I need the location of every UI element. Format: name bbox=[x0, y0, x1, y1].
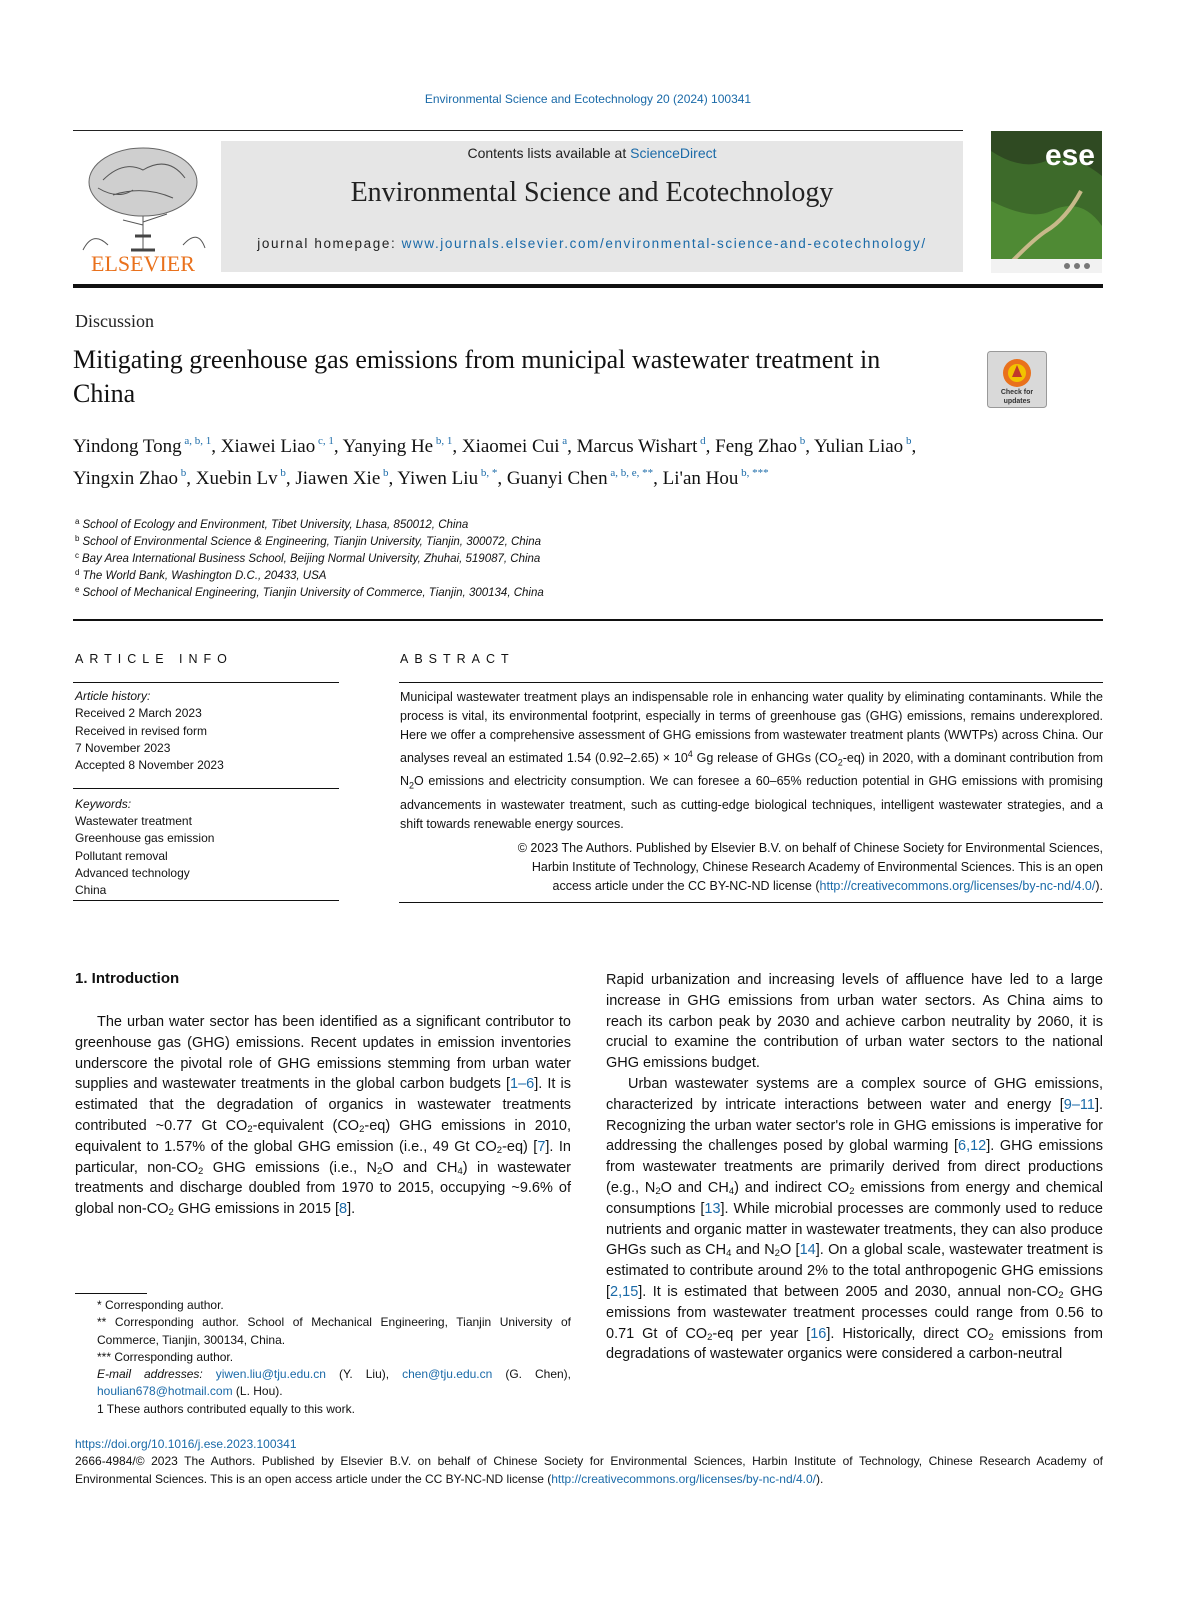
affiliation-item: $^e$ School of Mechanical Engineering, Tianjin University of Commerce, Tianjin, 300134, China bbox=[75, 585, 544, 599]
keywords-label: Keywords: bbox=[75, 797, 132, 811]
author-name[interactable]: Jiawen Xie bbox=[295, 468, 381, 489]
email-link-hou[interactable]: houlian678@hotmail.com bbox=[97, 1384, 233, 1399]
author-affiliation-marker[interactable]: b bbox=[796, 435, 806, 447]
svg-text:updates: updates bbox=[1003, 398, 1031, 405]
author-affiliation-marker[interactable]: b, * bbox=[478, 467, 498, 479]
author-affiliation-marker[interactable]: b, 1 bbox=[433, 435, 453, 447]
elsevier-logo bbox=[73, 140, 213, 276]
author-affiliation-marker[interactable]: d bbox=[697, 435, 706, 447]
citation-link[interactable]: 14 bbox=[799, 1242, 816, 1259]
footnote-equal-contribution: 1 These authors contributed equally to this work. bbox=[97, 1401, 355, 1416]
header-top-rule bbox=[73, 130, 963, 131]
abstract-copyright: © 2023 The Authors. Published by Elsevier B.V. on behalf of Chinese Society for Environmental Sciences, Harbin Institute of Technology, Chinese Research Academy of Environmental Sciences. This is an open access article under the CC BY-NC-ND license (http://creativecommons.org/licenses/by-nc-nd/4.0/). bbox=[517, 841, 1103, 893]
keyword-item: Greenhouse gas emission bbox=[75, 831, 215, 846]
footnote-emails: E-mail addresses: yiwen.liu@tju.edu.cn (Y. Liu), chen@tju.edu.cn (G. Chen), houlian678@hotmail.com (L. Hou). bbox=[97, 1367, 571, 1399]
footnote-rule bbox=[75, 1293, 147, 1294]
keyword-item: Wastewater treatment bbox=[75, 814, 192, 829]
citation-link[interactable]: 13 bbox=[704, 1200, 721, 1217]
abstract-text: Municipal wastewater treatment plays an indispensable role in enhancing water quality by eliminating contaminants. While the process is vital, its environmental footprint, especially in terms of greenhouse gas (GHG) emissions, remains underexplored. Here we offer a comprehensive assessment of GHG emissions from wastewater treatment plants (WWTPs) across China. Our analyses reveal an estimated 1.54 $(0.92-2.65) \times 10^4$ Gg release of GHGs $(CO_2-eq)$ in 2020, with a dominant contribution from $N_2O$ emissions and electricity consumption. We can foresee a 60–65% reduction potential in GHG emissions with promising advancements in wastewater treatment, such as cutting-edge biological techniques, intelligent wastewater strategies, and a shift towards renewable energy sources. bbox=[400, 690, 1103, 831]
citation-link[interactable]: 6,12 bbox=[958, 1138, 987, 1155]
article-history bbox=[75, 688, 341, 774]
author-name[interactable]: Yiwen Liu bbox=[397, 468, 479, 489]
keyword-item: Pollutant removal bbox=[75, 848, 168, 863]
svg-text:Check for: Check for bbox=[1000, 389, 1034, 396]
author-affiliation-marker[interactable]: c, 1 bbox=[315, 435, 334, 447]
author-name[interactable]: Li'an Hou bbox=[662, 468, 739, 489]
body-column-right: Rapid urbanization and increasing levels of affluence have led to a large increase in GHG emissions from urban water sectors. As China aims to reach its carbon peak by 2030 and achieve carbon neutrality by 2060, it is crucial to examine the contribution of urban water sectors to the national GHG emissions budget. Urban wastewater systems are a complex source of GHG emissions, characterized by intricate interactions between water and energy [9–11]. Recognizing the urban water sector's role in GHG emissions is imperative for addressing the challenges posed by global warming [6,12]. GHG emissions from wastewater treatments are primarily derived from direct productions (e.g., $N_2O$ and $CH_4$) and indirect $CO_2$ emissions from energy and chemical consumptions [13]. While microbial processes are commonly used to reduce nutrients and organic matter in wastewater treatments, they can also produce GHGs such as $CH_4$ and $N_2O$ [14]. On a global scale, wastewater treatment is estimated to contribute around 2% to the total anthropogenic GHG emissions [2,15]. It is estimated that between 2005 and 2030, annual non-$CO_2$ GHG emissions from wastewater treatment processes could range from 0.56 to 0.71 Gt of $CO_2-eq$ per year [16]. Historically, direct $CO_2$ emissions from degradations of wastewater organics were considered a carbon-neutral bbox=[606, 972, 1103, 1363]
author-name[interactable]: Xiawei Liao bbox=[220, 436, 316, 457]
article-info-rule bbox=[73, 900, 339, 901]
footnotes bbox=[75, 1297, 571, 1418]
keyword-item: Advanced technology bbox=[75, 865, 190, 880]
journal-homepage-line bbox=[221, 234, 963, 253]
abstract-heading: ABSTRACT bbox=[400, 652, 515, 666]
author-affiliation-marker[interactable]: a, b, 1 bbox=[181, 435, 212, 447]
crossmark-icon bbox=[987, 351, 1047, 408]
citation-link[interactable]: 8 bbox=[339, 1201, 348, 1218]
footnote-corresponding-3: *** Corresponding author. bbox=[97, 1349, 234, 1364]
journal-reference[interactable]: Environmental Science and Ecotechnology 20 (2024) 100341 bbox=[424, 92, 752, 106]
author-affiliation-marker[interactable]: b bbox=[380, 467, 389, 479]
article-info-rule bbox=[73, 788, 339, 789]
cover-logo-text: ese bbox=[1044, 139, 1095, 172]
check-for-updates-badge[interactable] bbox=[987, 351, 1047, 408]
email-link-chen[interactable]: chen@tju.edu.cn bbox=[402, 1367, 493, 1382]
citation-link[interactable]: 16 bbox=[810, 1325, 827, 1342]
email-link-liu[interactable]: yiwen.liu@tju.edu.cn bbox=[215, 1367, 326, 1382]
author-name[interactable]: Xuebin Lv bbox=[195, 468, 278, 489]
history-accepted: Accepted 8 November 2023 bbox=[75, 758, 224, 773]
author-name[interactable]: Xiaomei Cui bbox=[461, 436, 560, 457]
affiliation-list bbox=[75, 517, 975, 602]
license-link[interactable]: http://creativecommons.org/licenses/by-nc-nd/4.0/ bbox=[819, 878, 1096, 893]
author-list: Yindong Tong $^{a, b, 1}$, Xiawei Liao $^{c, 1}$, Yanying He $^{b, 1}$, Xiaomei Cui $^a$, Marcus Wishart $^d$, Feng Zhao $^b$, Yulian Liao $^b$, Yingxin Zhao $^b$, Xuebin Lv $^b$, Jiawen Xie $^b$, Yiwen Liu $^{b, *}$, Guanyi Chen $^{a, b, e, **}$, Li'an Hou $^{b, ***}$ bbox=[73, 435, 917, 489]
history-revised: Received in revised form bbox=[75, 723, 208, 738]
article-info-heading: ARTICLE INFO bbox=[75, 652, 233, 666]
contents-prefix: Contents lists available at bbox=[467, 145, 631, 161]
history-revised-date: 7 November 2023 bbox=[75, 740, 171, 755]
homepage-prefix: journal homepage: bbox=[257, 236, 402, 251]
author-name[interactable]: Yulian Liao bbox=[814, 436, 904, 457]
elsevier-wordmark: ELSEVIER bbox=[91, 251, 195, 276]
author-name[interactable]: Yingxin Zhao bbox=[73, 468, 179, 489]
header-thick-rule bbox=[73, 284, 1103, 288]
author-affiliation-marker[interactable]: b bbox=[178, 467, 187, 479]
history-received: Received 2 March 2023 bbox=[75, 706, 202, 721]
doi-link[interactable]: https://doi.org/10.1016/j.ese.2023.100341 bbox=[75, 1437, 297, 1451]
bottom-license-text: 2666-4984/© 2023 The Authors. Published by Elsevier B.V. on behalf of Chinese Society for Environmental Sciences, Harbin Institute of Technology, Chinese Research Academy of Environmental Sciences. This is an open access article under the CC BY-NC-ND license (http://creativecommons.org/licenses/by-nc-nd/4.0/). bbox=[75, 1454, 1103, 1486]
affiliation-item: $^a$ School of Ecology and Environment, Tibet University, Lhasa, 850012, China bbox=[75, 517, 469, 531]
journal-masthead bbox=[221, 141, 963, 272]
footnote-corresponding-1: * Corresponding author. bbox=[97, 1298, 224, 1312]
author-affiliation-marker[interactable]: b bbox=[903, 435, 912, 447]
citation-link[interactable]: 9–11 bbox=[1063, 1096, 1095, 1113]
affiliation-item: $^c$ Bay Area International Business School, Beijing Normal University, Zhuhai, 519087, China bbox=[75, 551, 541, 565]
author-name[interactable]: Marcus Wishart bbox=[576, 436, 698, 457]
author-affiliation-marker[interactable]: b, *** bbox=[738, 467, 769, 479]
author-name[interactable]: Yanying He bbox=[342, 436, 434, 457]
abstract-bottom-rule bbox=[399, 902, 1103, 903]
article-type: Discussion bbox=[75, 311, 155, 331]
abstract-rule bbox=[399, 682, 1103, 683]
article-title: Mitigating greenhouse gas emissions from municipal wastewater treatment in China bbox=[73, 345, 881, 408]
author-affiliation-marker[interactable]: a, b, e, ** bbox=[607, 467, 654, 479]
bottom-license-link[interactable]: http://creativecommons.org/licenses/by-nc-nd/4.0/ bbox=[551, 1471, 817, 1486]
sciencedirect-link[interactable]: ScienceDirect bbox=[630, 145, 717, 161]
author-name[interactable]: Yindong Tong bbox=[73, 436, 182, 457]
title-bottom-rule bbox=[73, 619, 1103, 621]
elsevier-tree-icon bbox=[73, 140, 213, 276]
affiliation-item: $^b$ School of Environmental Science & Engineering, Tianjin University, Tianjin, 300072, China bbox=[75, 534, 542, 548]
section-heading-introduction: 1. Introduction bbox=[75, 970, 180, 987]
citation-link[interactable]: 2,15 bbox=[610, 1283, 639, 1300]
homepage-link[interactable]: www.journals.elsevier.com/environmental-science-and-ecotechnology/ bbox=[401, 236, 927, 251]
contents-available-line bbox=[221, 145, 963, 161]
author-name[interactable]: Guanyi Chen bbox=[506, 468, 608, 489]
body-column-left: The urban water sector has been identified as a significant contributor to greenhouse gas (GHG) emissions. Recent updates in emission inventories underscore the pivotal role of GHG emissions stemming from urban water supplies and wastewater treatments in the global carbon budgets [1–6]. It is estimated that the degradation of organics in wastewater treatments contributed ~0.77 Gt $CO_2$-equivalent $(CO_2-eq)$ GHG emissions in 2010, equivalent to 1.57% of the global GHG emission (i.e., 49 Gt $CO_2-eq$) [7]. In particular, non-$CO_2$ GHG emissions (i.e., $N_2O$ and $CH_4$) in wastewater treatments and discharge doubled from 1970 to 2015, occupying ~9.6% of global non-$CO_2$ GHG emissions in 2015 [8]. bbox=[75, 1014, 572, 1219]
affiliation-item: $^d$ The World Bank, Washington D.C., 20433, USA bbox=[75, 568, 327, 582]
author-affiliation-marker[interactable]: a bbox=[559, 435, 568, 447]
author-name[interactable]: Feng Zhao bbox=[715, 436, 797, 457]
history-label: Article history: bbox=[75, 689, 151, 703]
journal-name: Environmental Science and Ecotechnology bbox=[350, 177, 834, 208]
author-affiliation-marker[interactable]: b bbox=[277, 467, 286, 479]
citation-link[interactable]: 7 bbox=[537, 1138, 546, 1155]
footnote-corresponding-2: ** Corresponding author. School of Mechanical Engineering, Tianjin University of Commerce, Tianjin, 300134, China. bbox=[97, 1315, 571, 1347]
article-info-rule bbox=[73, 682, 339, 683]
citation-link[interactable]: 1–6 bbox=[510, 1076, 535, 1093]
keyword-list bbox=[75, 796, 341, 899]
journal-cover[interactable] bbox=[991, 131, 1102, 273]
keyword-item: China bbox=[75, 883, 107, 898]
